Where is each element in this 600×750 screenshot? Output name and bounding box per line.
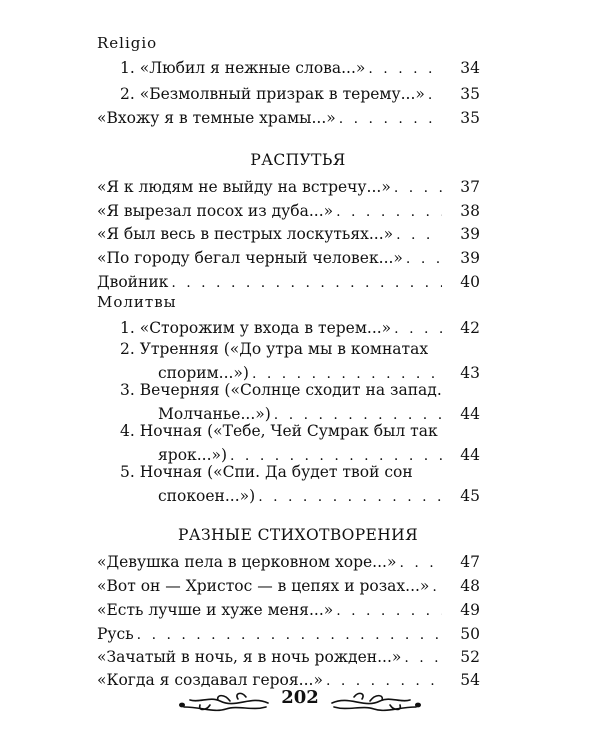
dot-leader	[399, 554, 442, 572]
dot-leader	[396, 226, 442, 244]
toc-entry-title: «Вхожу я в темные храмы...»	[97, 109, 336, 127]
dot-leader	[339, 110, 442, 128]
section-heading-raznye: РАЗНЫЕ СТИХОТВОРЕНИЯ	[177, 526, 419, 544]
toc-entry-title: 2. «Безмолвный призрак в терему...»	[120, 85, 425, 103]
dot-leader	[394, 320, 442, 338]
toc-entry-page: 54	[460, 671, 480, 689]
dot-leader	[258, 488, 442, 506]
toc-entry[interactable]	[97, 550, 480, 572]
toc-entry-title-line1[interactable]: 2. Утренняя («До утра мы в комнатах	[120, 340, 429, 358]
dot-leader	[428, 86, 442, 104]
toc-entry-page: 50	[460, 625, 480, 643]
dot-leader	[404, 649, 442, 667]
toc-entry-page: 47	[460, 553, 480, 571]
dot-leader	[336, 203, 442, 221]
toc-entry-title: «По городу бегал черный человек...»	[97, 249, 403, 267]
toc-entry-page: 52	[460, 648, 480, 666]
toc-entry-title: «Вот он — Христос — в цепях и розах...»	[97, 577, 430, 595]
toc-entry-title-line1[interactable]: 3. Вечерняя («Солнце сходит на запад.	[120, 381, 442, 399]
toc-entry-page: 48	[460, 577, 480, 595]
toc-entry-page: 35	[460, 109, 480, 127]
toc-entry[interactable]	[97, 106, 480, 128]
toc-entry-title-line1[interactable]: 5. Ночная («Спи. Да будет твой сон	[120, 463, 413, 481]
toc-entry[interactable]	[97, 175, 480, 197]
toc-entry-title: «Когда я создавал героя...»	[97, 671, 323, 689]
toc-entry-title-line2: Молчанье...»)	[158, 405, 271, 423]
dot-leader	[137, 626, 442, 644]
toc-entry-page: 43	[460, 364, 480, 382]
dot-leader	[171, 274, 442, 292]
toc-entry-title: «Зачатый в ночь, я в ночь рожден...»	[97, 648, 402, 666]
toc-entry-title: Двойник	[97, 273, 169, 291]
toc-entry-title-line2: ярок...»)	[158, 446, 228, 464]
toc-entry[interactable]	[97, 574, 480, 596]
page-number: 202	[281, 687, 319, 708]
toc-entry-page: 44	[460, 446, 480, 464]
toc-entry[interactable]	[120, 316, 480, 338]
toc-entry-page: 39	[460, 225, 480, 243]
toc-entry-title: «Я к людям не выйду на встречу...»	[97, 178, 391, 196]
toc-entry-title: «Я вырезал посох из дуба...»	[97, 202, 334, 220]
toc-entry-title-line2: спокоен...»)	[158, 487, 256, 505]
dot-leader	[394, 179, 442, 197]
toc-entry[interactable]	[158, 484, 480, 506]
toc-entry[interactable]	[97, 199, 480, 221]
toc-entry-page: 38	[460, 202, 480, 220]
toc-entry-page: 42	[460, 319, 480, 337]
page-footer	[170, 683, 430, 717]
toc-entry[interactable]	[97, 598, 480, 620]
toc-entry-page: 49	[460, 601, 480, 619]
toc-entry-page: 45	[460, 487, 480, 505]
toc-entry-page: 44	[460, 405, 480, 423]
toc-entry-title: 1. «Сторожим у входа в терем...»	[120, 319, 392, 337]
toc-entry-title-line1[interactable]: 4. Ночная («Тебе, Чей Сумрак был так	[120, 422, 438, 440]
toc-entry[interactable]	[97, 246, 480, 268]
toc-entry-page: 34	[460, 59, 480, 77]
toc-entry-title-line2: спорим...»)	[158, 364, 249, 382]
section-heading-rasputya: РАСПУТЬЯ	[250, 151, 346, 169]
dot-leader	[336, 602, 442, 620]
toc-entry[interactable]	[97, 645, 480, 667]
toc-entry-page: 39	[460, 249, 480, 267]
dot-leader	[406, 250, 442, 268]
toc-entry[interactable]	[97, 270, 480, 292]
toc-entry-page: 40	[460, 273, 480, 291]
dot-leader	[368, 60, 442, 78]
toc-entry-title: «Есть лучше и хуже меня...»	[97, 601, 334, 619]
toc-entry[interactable]	[120, 82, 480, 104]
toc-entry-title: Русь	[97, 625, 134, 643]
toc-entry[interactable]	[97, 222, 480, 244]
toc-entry[interactable]	[97, 622, 480, 644]
toc-entry[interactable]	[120, 56, 480, 78]
toc-entry-title: «Девушка пела в церковном хоре...»	[97, 553, 397, 571]
section-title-religio: Religio	[97, 34, 158, 52]
toc-entry-page: 37	[460, 178, 480, 196]
dot-leader	[432, 578, 442, 596]
toc-entry-title: 1. «Любил я нежные слова...»	[120, 59, 366, 77]
section-title-molitvy: Молитвы	[97, 293, 177, 311]
toc-entry-title: «Я был весь в пестрых лоскутьях...»	[97, 225, 394, 243]
toc-entry-page: 35	[460, 85, 480, 103]
